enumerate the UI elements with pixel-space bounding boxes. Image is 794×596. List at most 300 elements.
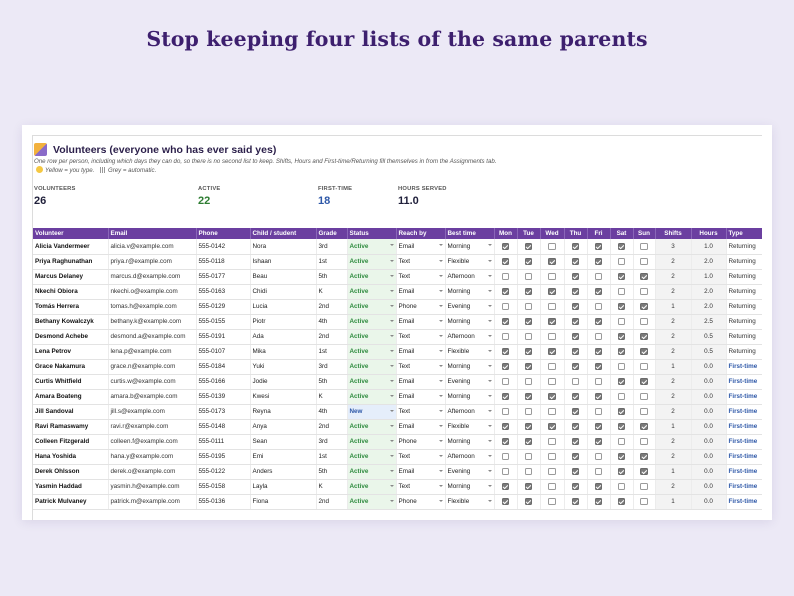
fri-checkbox[interactable] (595, 333, 603, 341)
dropdown-caret-icon[interactable] (439, 365, 443, 367)
thu-checkbox[interactable] (572, 453, 580, 461)
best-time-dropdown[interactable] (445, 329, 494, 344)
mon-checkbox[interactable] (502, 423, 510, 431)
grade-cell[interactable] (316, 284, 347, 299)
dropdown-caret-icon[interactable] (439, 244, 443, 246)
child-cell[interactable] (250, 359, 316, 374)
dropdown-caret-icon[interactable] (488, 365, 492, 367)
reach-by-dropdown[interactable] (396, 464, 445, 479)
volunteer-name-cell[interactable] (33, 329, 108, 344)
phone-cell[interactable] (196, 269, 250, 284)
sat-checkbox[interactable] (618, 273, 626, 281)
reach-by-dropdown[interactable] (396, 419, 445, 434)
child-cell[interactable] (250, 314, 316, 329)
grade-cell[interactable] (316, 404, 347, 419)
mon-checkbox[interactable] (502, 483, 510, 491)
dropdown-caret-icon[interactable] (390, 440, 394, 442)
column-header[interactable]: Mon (494, 228, 517, 239)
status-dropdown[interactable] (347, 239, 396, 254)
thu-checkbox[interactable] (572, 423, 580, 431)
mon-checkbox[interactable] (502, 363, 510, 371)
reach-by-dropdown[interactable] (396, 479, 445, 494)
status-dropdown[interactable] (347, 389, 396, 404)
sat-checkbox[interactable] (618, 468, 626, 476)
status-dropdown[interactable] (347, 419, 396, 434)
mon-checkbox[interactable] (502, 333, 510, 341)
thu-checkbox[interactable] (572, 468, 580, 476)
child-cell[interactable] (250, 374, 316, 389)
dropdown-caret-icon[interactable] (390, 305, 394, 307)
dropdown-caret-icon[interactable] (488, 425, 492, 427)
status-dropdown[interactable] (347, 404, 396, 419)
child-cell[interactable] (250, 404, 316, 419)
wed-checkbox[interactable] (548, 423, 556, 431)
best-time-dropdown[interactable] (445, 434, 494, 449)
email-cell[interactable] (108, 329, 196, 344)
dropdown-caret-icon[interactable] (488, 485, 492, 487)
phone-cell[interactable] (196, 314, 250, 329)
tue-checkbox[interactable] (525, 408, 533, 416)
status-dropdown[interactable] (347, 329, 396, 344)
sat-checkbox[interactable] (618, 243, 626, 251)
reach-by-dropdown[interactable] (396, 269, 445, 284)
thu-checkbox[interactable] (572, 243, 580, 251)
volunteer-name-cell[interactable] (33, 434, 108, 449)
sat-checkbox[interactable] (618, 303, 626, 311)
volunteer-name-cell[interactable] (33, 374, 108, 389)
phone-cell[interactable] (196, 239, 250, 254)
dropdown-caret-icon[interactable] (390, 244, 394, 246)
reach-by-dropdown[interactable] (396, 254, 445, 269)
volunteer-name-cell[interactable] (33, 389, 108, 404)
column-header[interactable]: Wed (540, 228, 564, 239)
sat-checkbox[interactable] (618, 393, 626, 401)
dropdown-caret-icon[interactable] (390, 410, 394, 412)
reach-by-dropdown[interactable] (396, 359, 445, 374)
thu-checkbox[interactable] (572, 258, 580, 266)
mon-checkbox[interactable] (502, 243, 510, 251)
dropdown-caret-icon[interactable] (439, 440, 443, 442)
column-header[interactable]: Tue (517, 228, 540, 239)
reach-by-dropdown[interactable] (396, 389, 445, 404)
child-cell[interactable] (250, 449, 316, 464)
fri-checkbox[interactable] (595, 423, 603, 431)
phone-cell[interactable] (196, 479, 250, 494)
mon-checkbox[interactable] (502, 408, 510, 416)
sat-checkbox[interactable] (618, 258, 626, 266)
dropdown-caret-icon[interactable] (390, 470, 394, 472)
tue-checkbox[interactable] (525, 438, 533, 446)
child-cell[interactable] (250, 299, 316, 314)
reach-by-dropdown[interactable] (396, 374, 445, 389)
reach-by-dropdown[interactable] (396, 494, 445, 509)
tue-checkbox[interactable] (525, 453, 533, 461)
fri-checkbox[interactable] (595, 453, 603, 461)
dropdown-caret-icon[interactable] (488, 500, 492, 502)
email-cell[interactable] (108, 464, 196, 479)
column-header[interactable]: Reach by (396, 228, 445, 239)
tue-checkbox[interactable] (525, 318, 533, 326)
wed-checkbox[interactable] (548, 378, 556, 386)
phone-cell[interactable] (196, 284, 250, 299)
child-cell[interactable] (250, 269, 316, 284)
grade-cell[interactable] (316, 389, 347, 404)
grade-cell[interactable] (316, 314, 347, 329)
volunteer-name-cell[interactable] (33, 239, 108, 254)
grade-cell[interactable] (316, 299, 347, 314)
fri-checkbox[interactable] (595, 498, 603, 506)
child-cell[interactable] (250, 344, 316, 359)
sat-checkbox[interactable] (618, 498, 626, 506)
grade-cell[interactable] (316, 254, 347, 269)
mon-checkbox[interactable] (502, 468, 510, 476)
reach-by-dropdown[interactable] (396, 344, 445, 359)
sat-checkbox[interactable] (618, 378, 626, 386)
dropdown-caret-icon[interactable] (390, 275, 394, 277)
dropdown-caret-icon[interactable] (488, 320, 492, 322)
phone-cell[interactable] (196, 434, 250, 449)
status-dropdown[interactable] (347, 254, 396, 269)
mon-checkbox[interactable] (502, 288, 510, 296)
grade-cell[interactable] (316, 479, 347, 494)
tue-checkbox[interactable] (525, 348, 533, 356)
volunteer-name-cell[interactable] (33, 284, 108, 299)
sun-checkbox[interactable] (640, 243, 648, 251)
dropdown-caret-icon[interactable] (390, 335, 394, 337)
child-cell[interactable] (250, 239, 316, 254)
wed-checkbox[interactable] (548, 243, 556, 251)
sun-checkbox[interactable] (640, 498, 648, 506)
dropdown-caret-icon[interactable] (439, 485, 443, 487)
sun-checkbox[interactable] (640, 483, 648, 491)
dropdown-caret-icon[interactable] (439, 305, 443, 307)
best-time-dropdown[interactable] (445, 299, 494, 314)
status-dropdown[interactable] (347, 344, 396, 359)
dropdown-caret-icon[interactable] (488, 455, 492, 457)
sun-checkbox[interactable] (640, 318, 648, 326)
thu-checkbox[interactable] (572, 498, 580, 506)
sat-checkbox[interactable] (618, 363, 626, 371)
email-cell[interactable] (108, 239, 196, 254)
mon-checkbox[interactable] (502, 318, 510, 326)
sun-checkbox[interactable] (640, 438, 648, 446)
child-cell[interactable] (250, 464, 316, 479)
email-cell[interactable] (108, 269, 196, 284)
reach-by-dropdown[interactable] (396, 239, 445, 254)
child-cell[interactable] (250, 494, 316, 509)
best-time-dropdown[interactable] (445, 314, 494, 329)
dropdown-caret-icon[interactable] (439, 470, 443, 472)
wed-checkbox[interactable] (548, 453, 556, 461)
dropdown-caret-icon[interactable] (488, 395, 492, 397)
mon-checkbox[interactable] (502, 438, 510, 446)
wed-checkbox[interactable] (548, 408, 556, 416)
status-dropdown[interactable] (347, 269, 396, 284)
phone-cell[interactable] (196, 464, 250, 479)
column-header[interactable]: Best time (445, 228, 494, 239)
volunteer-name-cell[interactable] (33, 419, 108, 434)
sun-checkbox[interactable] (640, 348, 648, 356)
dropdown-caret-icon[interactable] (488, 470, 492, 472)
phone-cell[interactable] (196, 374, 250, 389)
status-dropdown[interactable] (347, 479, 396, 494)
thu-checkbox[interactable] (572, 483, 580, 491)
sat-checkbox[interactable] (618, 318, 626, 326)
best-time-dropdown[interactable] (445, 419, 494, 434)
mon-checkbox[interactable] (502, 273, 510, 281)
fri-checkbox[interactable] (595, 483, 603, 491)
dropdown-caret-icon[interactable] (488, 244, 492, 246)
status-dropdown[interactable] (347, 299, 396, 314)
column-header[interactable]: Type (726, 228, 762, 239)
wed-checkbox[interactable] (548, 483, 556, 491)
phone-cell[interactable] (196, 329, 250, 344)
thu-checkbox[interactable] (572, 438, 580, 446)
wed-checkbox[interactable] (548, 318, 556, 326)
phone-cell[interactable] (196, 299, 250, 314)
best-time-dropdown[interactable] (445, 374, 494, 389)
column-header[interactable]: Thu (564, 228, 587, 239)
status-dropdown[interactable] (347, 449, 396, 464)
wed-checkbox[interactable] (548, 303, 556, 311)
status-dropdown[interactable] (347, 359, 396, 374)
email-cell[interactable] (108, 254, 196, 269)
dropdown-caret-icon[interactable] (390, 290, 394, 292)
dropdown-caret-icon[interactable] (439, 335, 443, 337)
sun-checkbox[interactable] (640, 408, 648, 416)
reach-by-dropdown[interactable] (396, 404, 445, 419)
phone-cell[interactable] (196, 389, 250, 404)
volunteer-name-cell[interactable] (33, 269, 108, 284)
email-cell[interactable] (108, 494, 196, 509)
wed-checkbox[interactable] (548, 393, 556, 401)
sun-checkbox[interactable] (640, 468, 648, 476)
status-dropdown[interactable] (347, 314, 396, 329)
wed-checkbox[interactable] (548, 363, 556, 371)
grade-cell[interactable] (316, 344, 347, 359)
volunteer-name-cell[interactable] (33, 359, 108, 374)
spreadsheet-grid[interactable] (32, 135, 762, 520)
best-time-dropdown[interactable] (445, 254, 494, 269)
grade-cell[interactable] (316, 494, 347, 509)
volunteer-name-cell[interactable] (33, 404, 108, 419)
fri-checkbox[interactable] (595, 318, 603, 326)
reach-by-dropdown[interactable] (396, 434, 445, 449)
column-header[interactable]: Child / student (250, 228, 316, 239)
dropdown-caret-icon[interactable] (390, 260, 394, 262)
email-cell[interactable] (108, 344, 196, 359)
mon-checkbox[interactable] (502, 498, 510, 506)
child-cell[interactable] (250, 284, 316, 299)
tue-checkbox[interactable] (525, 333, 533, 341)
column-header[interactable]: Hours (691, 228, 726, 239)
status-dropdown[interactable] (347, 374, 396, 389)
dropdown-caret-icon[interactable] (439, 290, 443, 292)
volunteer-name-cell[interactable] (33, 479, 108, 494)
email-cell[interactable] (108, 389, 196, 404)
wed-checkbox[interactable] (548, 468, 556, 476)
column-header[interactable]: Grade (316, 228, 347, 239)
thu-checkbox[interactable] (572, 333, 580, 341)
dropdown-caret-icon[interactable] (488, 290, 492, 292)
grade-cell[interactable] (316, 329, 347, 344)
dropdown-caret-icon[interactable] (439, 350, 443, 352)
dropdown-caret-icon[interactable] (390, 320, 394, 322)
thu-checkbox[interactable] (572, 303, 580, 311)
sun-checkbox[interactable] (640, 333, 648, 341)
volunteer-name-cell[interactable] (33, 344, 108, 359)
best-time-dropdown[interactable] (445, 449, 494, 464)
sat-checkbox[interactable] (618, 453, 626, 461)
dropdown-caret-icon[interactable] (488, 260, 492, 262)
phone-cell[interactable] (196, 359, 250, 374)
thu-checkbox[interactable] (572, 288, 580, 296)
sun-checkbox[interactable] (640, 393, 648, 401)
dropdown-caret-icon[interactable] (439, 260, 443, 262)
fri-checkbox[interactable] (595, 348, 603, 356)
child-cell[interactable] (250, 254, 316, 269)
wed-checkbox[interactable] (548, 498, 556, 506)
column-header[interactable]: Shifts (655, 228, 691, 239)
dropdown-caret-icon[interactable] (390, 380, 394, 382)
best-time-dropdown[interactable] (445, 284, 494, 299)
dropdown-caret-icon[interactable] (439, 455, 443, 457)
tue-checkbox[interactable] (525, 258, 533, 266)
column-header[interactable]: Volunteer (33, 228, 108, 239)
email-cell[interactable] (108, 359, 196, 374)
mon-checkbox[interactable] (502, 378, 510, 386)
dropdown-caret-icon[interactable] (439, 275, 443, 277)
status-dropdown[interactable] (347, 494, 396, 509)
column-header[interactable]: Status (347, 228, 396, 239)
fri-checkbox[interactable] (595, 273, 603, 281)
sun-checkbox[interactable] (640, 378, 648, 386)
sun-checkbox[interactable] (640, 273, 648, 281)
mon-checkbox[interactable] (502, 303, 510, 311)
best-time-dropdown[interactable] (445, 359, 494, 374)
fri-checkbox[interactable] (595, 243, 603, 251)
volunteer-name-cell[interactable] (33, 254, 108, 269)
sat-checkbox[interactable] (618, 438, 626, 446)
sat-checkbox[interactable] (618, 288, 626, 296)
grade-cell[interactable] (316, 374, 347, 389)
reach-by-dropdown[interactable] (396, 299, 445, 314)
email-cell[interactable] (108, 404, 196, 419)
column-header[interactable]: Sun (633, 228, 655, 239)
mon-checkbox[interactable] (502, 258, 510, 266)
phone-cell[interactable] (196, 344, 250, 359)
column-header[interactable]: Sat (610, 228, 633, 239)
sun-checkbox[interactable] (640, 423, 648, 431)
grade-cell[interactable] (316, 449, 347, 464)
phone-cell[interactable] (196, 254, 250, 269)
dropdown-caret-icon[interactable] (390, 425, 394, 427)
thu-checkbox[interactable] (572, 393, 580, 401)
mon-checkbox[interactable] (502, 348, 510, 356)
dropdown-caret-icon[interactable] (488, 275, 492, 277)
email-cell[interactable] (108, 374, 196, 389)
dropdown-caret-icon[interactable] (439, 500, 443, 502)
sat-checkbox[interactable] (618, 423, 626, 431)
grade-cell[interactable] (316, 239, 347, 254)
email-cell[interactable] (108, 419, 196, 434)
thu-checkbox[interactable] (572, 273, 580, 281)
grade-cell[interactable] (316, 359, 347, 374)
dropdown-caret-icon[interactable] (439, 380, 443, 382)
status-dropdown[interactable] (347, 434, 396, 449)
tue-checkbox[interactable] (525, 273, 533, 281)
child-cell[interactable] (250, 479, 316, 494)
email-cell[interactable] (108, 314, 196, 329)
dropdown-caret-icon[interactable] (439, 395, 443, 397)
fri-checkbox[interactable] (595, 258, 603, 266)
dropdown-caret-icon[interactable] (390, 500, 394, 502)
wed-checkbox[interactable] (548, 438, 556, 446)
dropdown-caret-icon[interactable] (390, 485, 394, 487)
volunteer-name-cell[interactable] (33, 494, 108, 509)
fri-checkbox[interactable] (595, 378, 603, 386)
reach-by-dropdown[interactable] (396, 284, 445, 299)
dropdown-caret-icon[interactable] (390, 455, 394, 457)
best-time-dropdown[interactable] (445, 404, 494, 419)
phone-cell[interactable] (196, 449, 250, 464)
best-time-dropdown[interactable] (445, 269, 494, 284)
tue-checkbox[interactable] (525, 303, 533, 311)
tue-checkbox[interactable] (525, 288, 533, 296)
child-cell[interactable] (250, 434, 316, 449)
dropdown-caret-icon[interactable] (488, 335, 492, 337)
email-cell[interactable] (108, 449, 196, 464)
fri-checkbox[interactable] (595, 393, 603, 401)
sun-checkbox[interactable] (640, 288, 648, 296)
thu-checkbox[interactable] (572, 408, 580, 416)
dropdown-caret-icon[interactable] (390, 395, 394, 397)
best-time-dropdown[interactable] (445, 479, 494, 494)
best-time-dropdown[interactable] (445, 389, 494, 404)
thu-checkbox[interactable] (572, 363, 580, 371)
fri-checkbox[interactable] (595, 288, 603, 296)
volunteer-name-cell[interactable] (33, 314, 108, 329)
tue-checkbox[interactable] (525, 468, 533, 476)
dropdown-caret-icon[interactable] (439, 425, 443, 427)
wed-checkbox[interactable] (548, 348, 556, 356)
wed-checkbox[interactable] (548, 258, 556, 266)
best-time-dropdown[interactable] (445, 464, 494, 479)
thu-checkbox[interactable] (572, 318, 580, 326)
volunteer-name-cell[interactable] (33, 449, 108, 464)
reach-by-dropdown[interactable] (396, 314, 445, 329)
mon-checkbox[interactable] (502, 393, 510, 401)
sun-checkbox[interactable] (640, 453, 648, 461)
child-cell[interactable] (250, 389, 316, 404)
fri-checkbox[interactable] (595, 468, 603, 476)
wed-checkbox[interactable] (548, 288, 556, 296)
tue-checkbox[interactable] (525, 393, 533, 401)
grade-cell[interactable] (316, 419, 347, 434)
dropdown-caret-icon[interactable] (390, 365, 394, 367)
dropdown-caret-icon[interactable] (488, 380, 492, 382)
tue-checkbox[interactable] (525, 243, 533, 251)
sat-checkbox[interactable] (618, 408, 626, 416)
tue-checkbox[interactable] (525, 363, 533, 371)
status-dropdown[interactable] (347, 464, 396, 479)
sat-checkbox[interactable] (618, 333, 626, 341)
dropdown-caret-icon[interactable] (439, 320, 443, 322)
phone-cell[interactable] (196, 419, 250, 434)
dropdown-caret-icon[interactable] (488, 410, 492, 412)
volunteer-name-cell[interactable] (33, 464, 108, 479)
best-time-dropdown[interactable] (445, 239, 494, 254)
